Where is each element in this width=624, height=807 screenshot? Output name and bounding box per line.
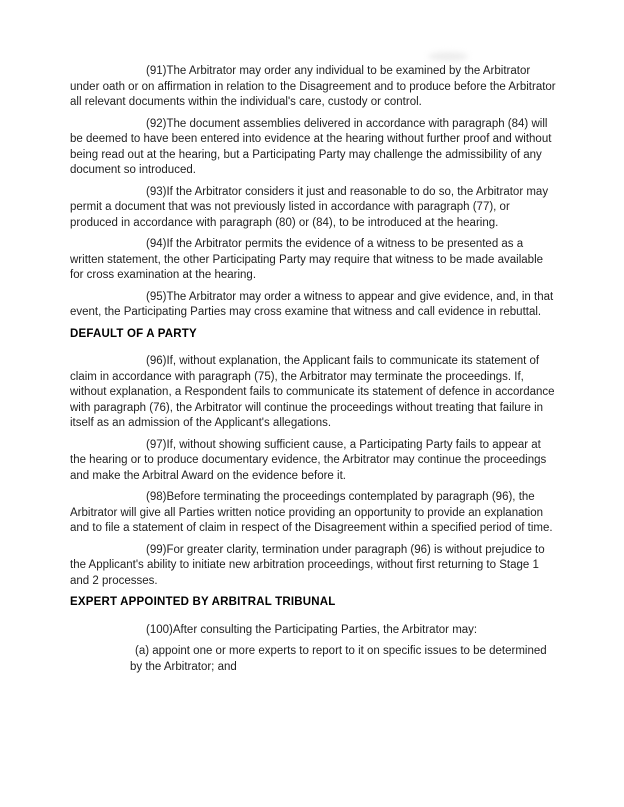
paragraph-number: (97) <box>146 438 167 451</box>
section-heading-default-of-a-party: DEFAULT OF A PARTY <box>70 327 197 340</box>
paragraph-number: (93) <box>146 185 167 198</box>
paragraph-92 <box>70 117 556 179</box>
paragraph-number: (100) <box>146 623 173 636</box>
paragraph-text: The Arbitrator may order a witness to appear and give evidence, and, in that event, the Participating Parties may cross examine that witness and call evidence in rebuttal. <box>70 290 554 318</box>
paragraph-100 <box>70 623 556 639</box>
paragraph-number: (98) <box>146 491 167 503</box>
paragraph-number: (92) <box>146 117 167 130</box>
paragraph-number: (95) <box>146 290 167 303</box>
paragraph-98 <box>70 490 556 537</box>
paragraph-text: For greater clarity, termination under paragraph (96) is without prejudice to the Applicant's ability to initiate new arbitration proceedings, without first returning to Stage 1 and 2 processes. <box>70 543 545 587</box>
paragraph-93 <box>70 185 556 232</box>
paragraph-number: (96) <box>146 355 167 367</box>
paragraph-number: (99) <box>146 543 167 556</box>
paragraph-text: The document assemblies delivered in accordance with paragraph (84) will be deemed to have been entered into evidence at the hearing without further proof and without being read out at the hearing, but a Participating Party may challenge the admissibility of any document so introduced. <box>70 117 552 176</box>
paragraph-94 <box>70 237 556 284</box>
paragraph-96 <box>70 354 556 432</box>
paragraph-99 <box>70 543 556 590</box>
subitem-a: (a) appoint one or more experts to report to it on specific issues to be determined by the Arbitrator; and <box>130 645 547 673</box>
paragraph-text: If the Arbitrator considers it just and reasonable to do so, the Arbitrator may permit a document that was not previously listed in accordance with paragraph (77), or produced in accordance with paragraph (80) or (84), to be introduced at the hearing. <box>70 185 549 229</box>
paragraph-91 <box>70 64 556 111</box>
paragraph-95 <box>70 290 556 321</box>
paragraph-text: The Arbitrator may order any individual to be examined by the Arbitrator under oath or on affirmation in relation to the Disagreement and to produce before the Arbitrator all relevant documents within the individual's care, custody or control. <box>70 65 556 108</box>
paragraph-text: If, without explanation, the Applicant fails to communicate its statement of claim in accordance with paragraph (75), the Arbitrator may terminate the proceedings. If, without explanation, a Respondent fails to communicate its statement of defence in accordance with paragraph (76), the Arbitrator will continue the proceedings without treating that failure in itself as an admission of the Applicant's allegations. <box>70 355 555 429</box>
paragraph-number: (94) <box>146 238 167 250</box>
paragraph-text: Before terminating the proceedings contemplated by paragraph (96), the Arbitrator will give all Parties written notice providing an opportunity to provide an explanation and to file a statement of claim in respect of the Disagreement within a specified period of time. <box>70 491 553 534</box>
document-page <box>70 64 556 681</box>
paragraph-97 <box>70 438 556 485</box>
paragraph-text: If the Arbitrator permits the evidence of a witness to be presented as a written statement, the other Participating Party may require that witness to be made available for cross examination at the hearing. <box>70 238 544 281</box>
paragraph-text: If, without showing sufficient cause, a Participating Party fails to appear at the hearing or to produce documentary evidence, the Arbitrator may continue the proceedings and make the Arbitral Award on the evidence before it. <box>70 438 547 482</box>
paragraph-number: (91) <box>146 65 167 77</box>
section-heading-expert-appointed: EXPERT APPOINTED BY ARBITRAL TRIBUNAL <box>70 596 336 608</box>
scan-artifact <box>428 52 468 61</box>
paragraph-text: After consulting the Participating Parties, the Arbitrator may: <box>172 623 478 636</box>
